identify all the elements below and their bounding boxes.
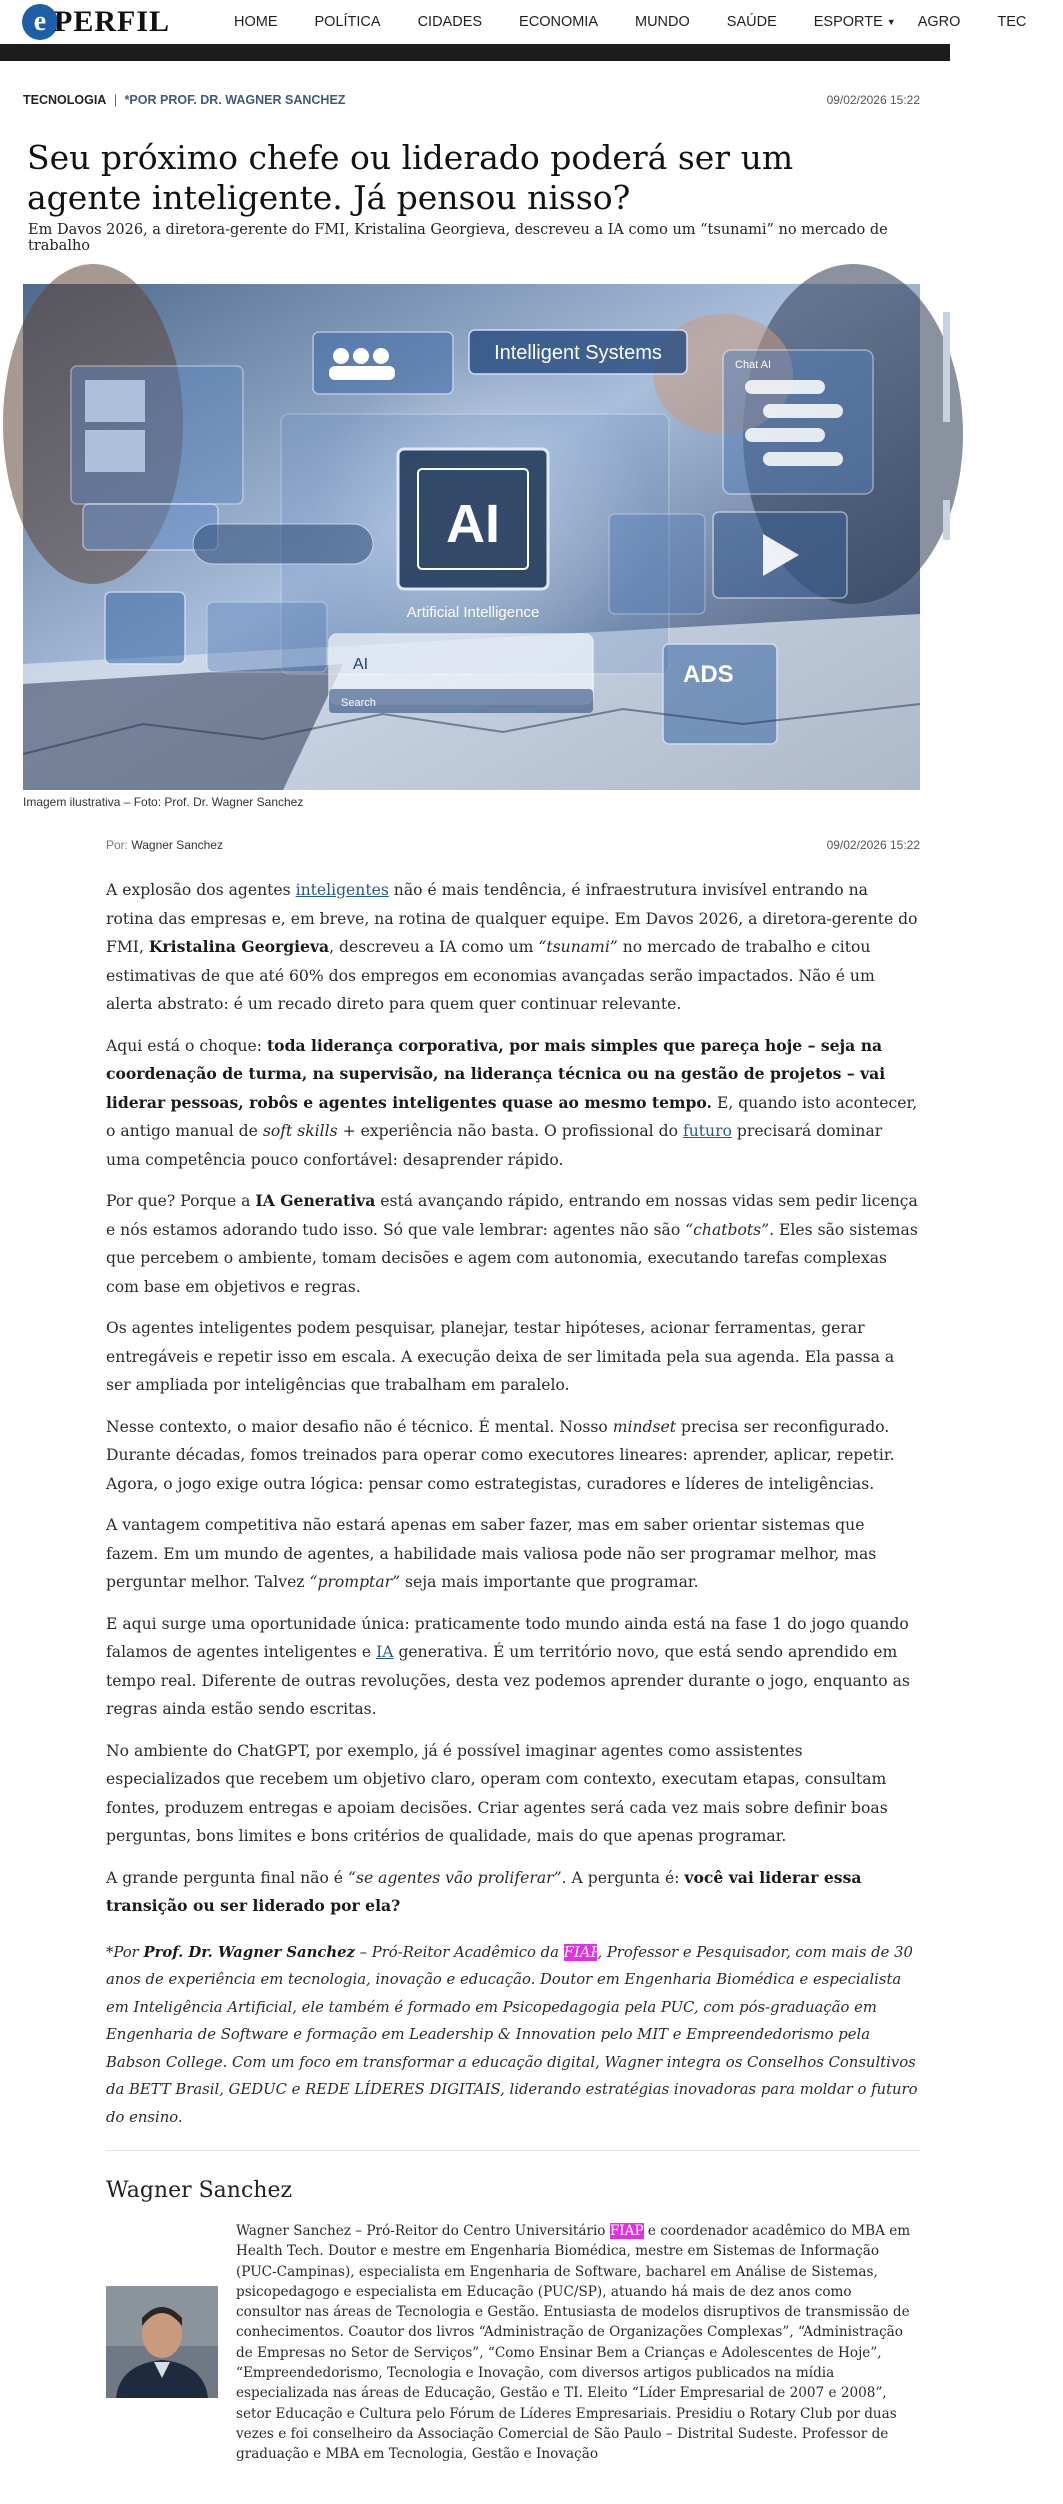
author-note: *Por Prof. Dr. Wagner Sanchez – Pró-Reitor Acadêmico da FIAP, Professor e Pesquisador, com mais de 30 anos de experiência em tecnologia, inovação e educação. Doutor em Engenharia Biomédica e especialista em Inteligência Artificial, ele também é formado em Psicopedagogia pela PUC, com pós-graduação em Engenharia de Software e formação em Leadership & Innovation pelo MIT e Empreendedorismo pela Babson College. Com um foco em transformar a educação digital, Wagner integra os Conselhos Consultivos da BETT Brasil, GEDUC e REDE LÍDERES DIGITAIS, liderando estratégias inovadoras para moldar o futuro do ensino. xyxy=(106,1943,918,2126)
highlight-fiap-bio: FIAP xyxy=(609,2223,644,2239)
author-box-name[interactable]: Wagner Sanchez xyxy=(106,2178,293,2203)
nav-economia[interactable]: ECONOMIA xyxy=(519,14,598,30)
author-box-bio: Wagner Sanchez – Pró-Reitor do Centro Universitário FIAP e coordenador acadêmico do MBA em Health Tech. Doutor e mestre em Engenharia Biomédica, mestre em Sistemas de Informação (PUC-Campinas), especialista em Engenharia de Software, bacharel em Análise de Sistemas, psicopedagogo e especialista em Educação (PUC/SP), atuando há mais de dez anos como consultor nas áreas de Tecnologia e Gestão. Entusiasta de modelos disruptivos de transmissão de conhecimentos. Coautor dos livros “Administração de Organizações Complexas”, “Administração de Empresas no Setor de Serviços”, “Como Ensinar Bem a Crianças e Adolescentes de Hoje”, “Empreendedorismo, Tecnologia e Inovação, com diversos artigos publicados na mídia especializada nas áreas de Educação, Gestão e TI. Eleito “Líder Empresarial de 2007 e 2008”, setor Educação e Cultura pelo Fórum de Líderes Empresariais. Presidiu o Rotary Club por duas vezes e foi conselheiro da Associação Comercial de São Paulo – Distrital Sudeste. Professor de graduação e MBA em Tecnologia, Gestão e Inovação xyxy=(236,2223,911,2463)
nav-cidades[interactable]: CIDADES xyxy=(417,14,483,30)
link-ia[interactable]: IA xyxy=(376,1643,394,1661)
byline xyxy=(106,838,920,854)
article-meta xyxy=(23,93,920,111)
paragraph-7: E aqui surge uma oportunidade única: praticamente todo mundo ainda está na fase 1 do jogo quando falamos de agentes inteligentes e IA generativa. É um território novo, que está sendo aprendido em tempo real. Diferente de outras revoluções, desta vez podemos aprender durante o jogo, enquanto as regras ainda estão sendo escritas. xyxy=(106,1614,910,1718)
author-photo xyxy=(106,2286,218,2398)
article-subtitle: Em Davos 2026, a diretora-gerente do FMI, Kristalina Georgieva, descreveu a IA como um “tsunami” no mercado de trabalho xyxy=(28,222,888,254)
nav-home[interactable]: HOME xyxy=(234,14,278,30)
divider xyxy=(106,2150,920,2151)
chevron-down-icon: ▼ xyxy=(886,17,896,28)
logo-emblem: e xyxy=(22,4,58,40)
top-navigation xyxy=(0,0,1027,44)
article-body xyxy=(106,876,920,2144)
paragraph-4: Os agentes inteligentes podem pesquisar, planejar, testar hipóteses, acionar ferramentas, gerar entregáveis e repetir isso em escala. A execução deixa de ser limitada pela sua agenda. Ela passa a ser ampliada por inteligências que trabalham em paralelo. xyxy=(106,1319,895,1394)
ai-illustration xyxy=(23,284,920,790)
hero-label-ai-small: AI xyxy=(353,656,369,673)
avatar xyxy=(106,2286,218,2398)
hero-label-search: Search xyxy=(341,697,376,709)
image-caption: Imagem ilustrativa – Foto: Prof. Dr. Wagner Sanchez xyxy=(23,795,304,809)
main-menu xyxy=(234,0,1063,44)
hero-label-ads: ADS xyxy=(683,661,734,688)
header-divider-bar xyxy=(0,44,950,61)
author-tag[interactable]: *POR PROF. DR. WAGNER SANCHEZ xyxy=(124,93,346,107)
hero-label-intelligent-systems: Intelligent Systems xyxy=(494,342,662,364)
page-edge-fragment xyxy=(943,500,950,540)
paragraph-5: Nesse contexto, o maior desafio não é técnico. É mental. Nosso mindset precisa ser reconfigurado. Durante décadas, fomos treinados para operar como executores lineares: aprender, aplicar, repetir. Agora, o jogo exige outra lógica: pensar como estrategistas, curadores e líderes de inteligências. xyxy=(106,1417,895,1493)
nav-politica[interactable]: POLÍTICA xyxy=(314,14,381,30)
section-link[interactable]: TECNOLOGIA xyxy=(23,93,107,107)
highlight-fiap: FIAP xyxy=(563,1943,598,1961)
hero-image xyxy=(23,284,920,790)
nav-agro[interactable]: AGRO xyxy=(917,14,961,30)
hero-label-chat-ai: Chat AI xyxy=(735,359,772,371)
paragraph-6: A vantagem competitiva não estará apenas em saber fazer, mas em saber orientar sistemas que fazem. Em um mundo de agentes, a habilidade mais valiosa pode não ser programar melhor, mas perguntar melhor. Talvez “promptar” seja mais importante que programar. xyxy=(106,1516,877,1591)
link-inteligentes[interactable]: inteligentes xyxy=(295,881,389,899)
site-logo[interactable] xyxy=(22,4,170,40)
hero-label-ai: AI xyxy=(446,494,500,554)
hero-label-artificial-intelligence: Artificial Intelligence xyxy=(406,604,540,621)
nav-esporte[interactable] xyxy=(814,14,896,30)
paragraph-8: No ambiente do ChatGPT, por exemplo, já é possível imaginar agentes como assistentes especializados que recebem um objetivo claro, operam com contexto, executam etapas, consultam fontes, produzem entregas e apoiam decisões. Criar agentes será cada vez mais sobre definir boas perguntas, bons limites e bons critérios de qualidade, mais do que apenas programar. xyxy=(106,1741,888,1845)
publish-date: 09/02/2026 15:22 xyxy=(826,93,920,107)
byline-date: 09/02/2026 15:22 xyxy=(826,838,920,852)
paragraph-1: A explosão dos agentes inteligentes não é mais tendência, é infraestrutura invisível entrando na rotina das empresas e, em breve, na rotina de qualquer equipe. Em Davos 2026, a diretora-gerente do FMI, Kristalina Georgieva, descreveu a IA como um “tsunami” no mercado de trabalho e citou estimativas de que até 60% dos empregos em economias avançadas serão impactados. Não é um alerta abstrato: é um recado direto para quem quer continuar relevante. xyxy=(106,881,918,1013)
byline-prefix: Por: xyxy=(106,838,129,852)
meta-separator: | xyxy=(113,93,118,107)
article-title: Seu próximo chefe ou liderado poderá ser um agente inteligente. Já pensou nisso? xyxy=(27,138,794,217)
paragraph-2: Aqui está o choque: toda liderança corporativa, por mais simples que pareça hoje – seja na coordenação de turma, na supervisão, na liderança técnica ou na gestão de projetos – vai liderar pessoas, robôs e agentes inteligentes quase ao mesmo tempo. E, quando isto acontecer, o antigo manual de soft skills + experiência não basta. O profissional do futuro precisará dominar uma competência pouco confortável: desaprender rápido. xyxy=(106,1035,918,1169)
paragraph-9: A grande pergunta final não é “se agentes vão proliferar”. A pergunta é: você vai liderar essa transição ou ser liderado por ela? xyxy=(106,1867,862,1915)
link-futuro[interactable]: futuro xyxy=(682,1122,732,1140)
logo-wordmark: PERFIL xyxy=(54,5,171,38)
page-edge-fragment xyxy=(943,312,950,422)
nav-esporte-label: ESPORTE xyxy=(813,14,883,30)
nav-tec[interactable]: TEC xyxy=(997,14,1027,30)
nav-mundo[interactable]: MUNDO xyxy=(635,14,690,30)
nav-saude[interactable]: SAÚDE xyxy=(726,14,777,30)
byline-author[interactable]: Wagner Sanchez xyxy=(131,838,223,852)
paragraph-3: Por que? Porque a IA Generativa está avançando rápido, entrando em nossas vidas sem pedir licença e nós estamos adorando tudo isso. Só que vale lembrar: agentes não são “chatbots”. Eles são sistemas que percebem o ambiente, tomam decisões e agem com autonomia, executando tarefas complexas com base em objetivos e regras. xyxy=(106,1191,918,1296)
